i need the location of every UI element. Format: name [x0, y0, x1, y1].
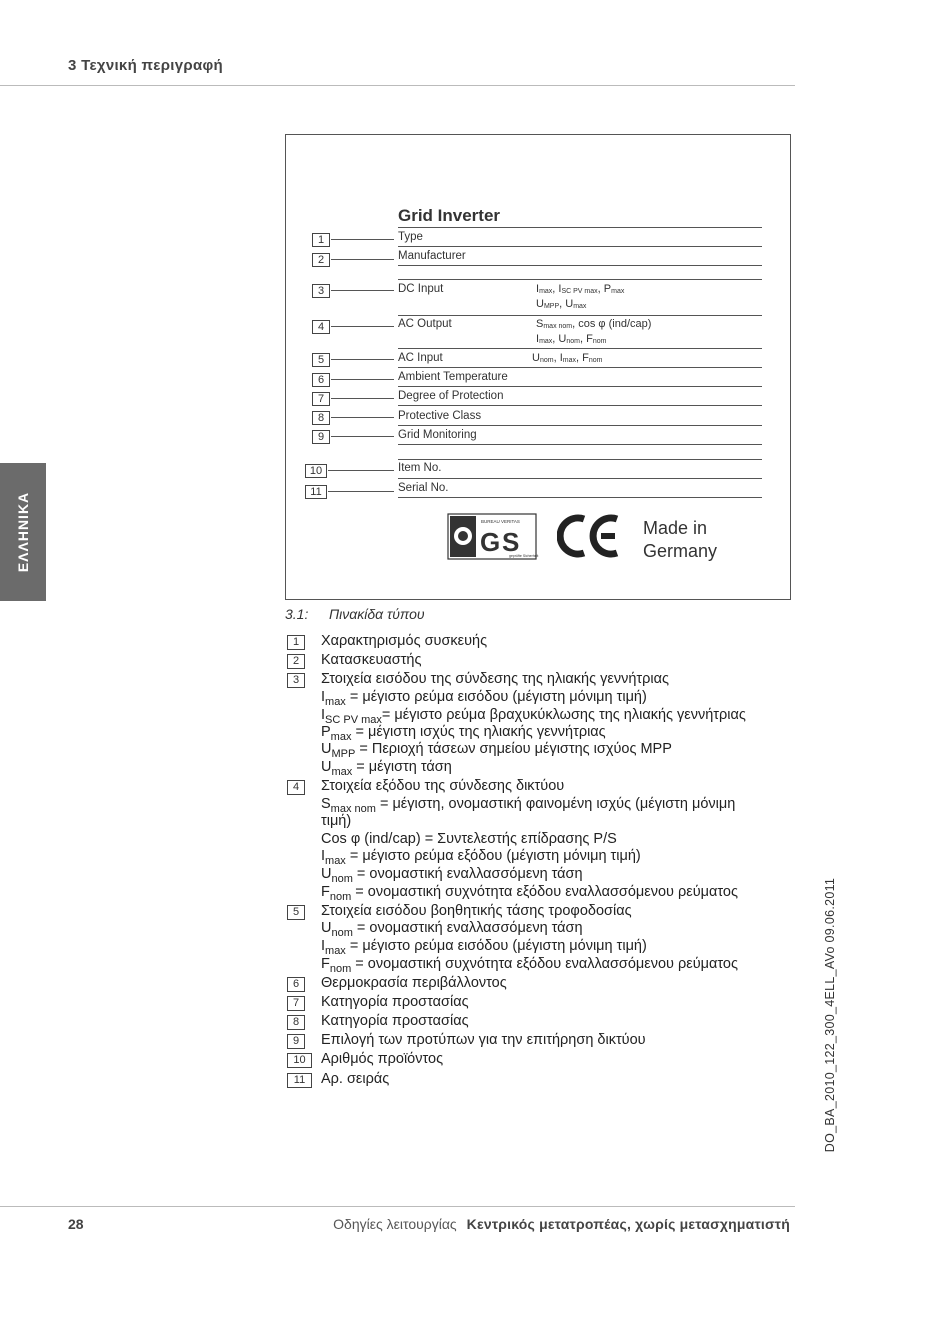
footer-manual: Οδηγίες λειτουργίας	[333, 1216, 457, 1232]
svg-text:G: G	[480, 527, 501, 557]
legend-item: $S_{max nom} = \mu έ\gamma\iota\sigma\tau\eta$, ονομαστική φαινομένη ισχύς (μέγιστη μόνιμη	[321, 796, 736, 815]
plate-field-value: $S_{max nom}$, cos φ (ind/cap)	[536, 318, 652, 330]
plate-callout-5: 5	[312, 353, 330, 367]
language-tab-label: ΕΛΛΗΝΙΚΑ	[15, 491, 31, 573]
footer-title	[333, 1216, 790, 1232]
legend-number-2: 2	[287, 654, 305, 669]
plate-callout-9: 9	[312, 430, 330, 444]
plate-callout-4: 4	[312, 320, 330, 334]
plate-rule	[398, 367, 762, 368]
plate-rule	[398, 478, 762, 479]
plate-callout-3: 3	[312, 284, 330, 298]
legend-item: τιμή)	[321, 813, 352, 829]
plate-field-value: $U_{MPP}$, $U_{max}$	[536, 298, 587, 310]
plate-field-label: Ambient Temperature	[398, 371, 508, 383]
plate-callout-11: 11	[305, 485, 327, 499]
plate-title: Grid Inverter	[398, 206, 501, 225]
plate-rule	[398, 425, 762, 426]
footer-divider	[0, 1206, 795, 1207]
gs-logo-subtext: geprüfte Sicherheit	[509, 554, 539, 558]
page-number: 28	[68, 1216, 84, 1232]
footer-product: Κεντρικός μετατροπέας, χωρίς μετασχηματιστή	[466, 1216, 790, 1232]
plate-rule	[398, 459, 762, 460]
callout-leader	[331, 359, 394, 360]
callout-leader	[331, 436, 394, 437]
running-header: 3 Τεχνική περιγραφή	[68, 57, 224, 74]
gs-logo-bureau-veritas: BUREAU VERITAS	[481, 519, 520, 524]
legend-item: Κατηγορία προστασίας	[321, 1013, 469, 1029]
callout-leader	[331, 239, 394, 240]
language-tab	[0, 463, 46, 601]
legend-item: Στοιχεία εισόδου βοηθητικής τάσης τροφοδοσίας	[321, 903, 632, 919]
plate-callout-2: 2	[312, 253, 330, 267]
plate-callout-6: 6	[312, 373, 330, 387]
plate-callout-1: 1	[312, 233, 330, 247]
plate-rule	[398, 279, 762, 280]
callout-leader	[328, 491, 394, 492]
plate-rule	[398, 348, 762, 349]
plate-callout-8: 8	[312, 411, 330, 425]
plate-field-label: Grid Monitoring	[398, 429, 477, 441]
plate-rule	[398, 227, 762, 228]
plate-field-label: DC Input	[398, 283, 444, 295]
plate-callout-10: 10	[305, 464, 327, 478]
legend-item: $P_{max} = \mu έ\gamma\iota\sigma\tau\eta$ ισχύς της ηλιακής γεννήτριας	[321, 724, 606, 743]
callout-leader	[331, 417, 394, 418]
legend-number-8: 8	[287, 1015, 305, 1030]
legend-item: $U_{max} = \mu έ\gamma\iota\sigma\tau\eta$ τάση	[321, 759, 452, 778]
legend-item: Αριθμός προϊόντος	[321, 1051, 444, 1067]
plate-field-value: $I_{max}$, $I_{SC PV max}$, $P_{max}$	[536, 283, 625, 295]
legend-number-5: 5	[287, 905, 305, 920]
legend-item: $I_{max} = \mu έ\gamma\iota\sigma\tau o$ ρεύμα εισόδου (μέγιστη μόνιμη τιμή)	[321, 689, 647, 708]
plate-field-label: Item No.	[398, 462, 442, 474]
plate-field-label: Degree of Protection	[398, 390, 504, 402]
ce-mark-icon	[557, 513, 623, 559]
callout-leader	[328, 470, 394, 471]
legend-item: $I_{max} = \mu έ\gamma\iota\sigma\tau o$ ρεύμα εξόδου (μέγιστη μόνιμη τιμή)	[321, 848, 641, 867]
figure-title: Πινακίδα τύπου	[329, 606, 425, 622]
legend-item: Επιλογή των προτύπων για την επιτήρηση δικτύου	[321, 1032, 646, 1048]
legend-item: $F_{nom} = o\nu o\mu\alpha\sigma\tau\iota\kappa ή$ συχνότητα εξόδου εναλλασσόμενου ρεύματος	[321, 956, 738, 975]
plate-rule	[398, 444, 762, 445]
legend-number-10: 10	[287, 1053, 312, 1068]
legend-item: $I_{SC PV max}= \mu έ\gamma\iota\sigma\tau o$ ρεύμα βραχυκύκλωσης της ηλιακής γεννήτριας	[321, 707, 746, 726]
legend-item: Χαρακτηρισμός συσκευής	[321, 633, 488, 649]
callout-leader	[331, 379, 394, 380]
legend-item: $I_{max} = \mu έ\gamma\iota\sigma\tau o$ ρεύμα εισόδου (μέγιστη μόνιμη τιμή)	[321, 938, 647, 957]
legend-number-3: 3	[287, 673, 305, 688]
legend-item: $F_{nom} = o\nu o\mu\alpha\sigma\tau\iota\kappa ή$ συχνότητα εξόδου εναλλασσόμενου ρεύματος	[321, 884, 738, 903]
plate-field-label: Serial No.	[398, 482, 449, 494]
document-id: DO_BA_2010_122_300_4ELL_AVo 09.06.2011	[823, 877, 837, 1153]
legend-number-9: 9	[287, 1034, 305, 1049]
legend-item: $U_{nom} = o\nu o\mu\alpha\sigma\tau\iota\kappa ή$ εναλλασσόμενη τάση	[321, 866, 583, 885]
callout-leader	[331, 398, 394, 399]
legend-item: Αρ. σειράς	[321, 1071, 390, 1087]
plate-callout-7: 7	[312, 392, 330, 406]
legend-item: Κατηγορία προστασίας	[321, 994, 469, 1010]
plate-rule	[398, 265, 762, 266]
plate-rule	[398, 497, 762, 498]
callout-leader	[331, 290, 394, 291]
callout-leader	[331, 326, 394, 327]
legend-number-11: 11	[287, 1073, 312, 1088]
legend-item: Θερμοκρασία περιβάλλοντος	[321, 975, 507, 991]
figure-number: 3.1:	[285, 606, 309, 622]
plate-field-value: $I_{max}$, $U_{nom}$, $F_{nom}$	[536, 333, 607, 345]
legend-number-6: 6	[287, 977, 305, 992]
legend-number-4: 4	[287, 780, 305, 795]
plate-field-label: Protective Class	[398, 410, 482, 422]
legend-number-7: 7	[287, 996, 305, 1011]
header-divider	[0, 85, 795, 86]
legend-item: $U_{MPP} = \Pi\varepsilon\rho\iota o\chi ή$ τάσεων σημείου μέγιστης ισχύος MPP	[321, 741, 672, 760]
plate-field-label: AC Output	[398, 318, 452, 330]
svg-text:S: S	[502, 527, 520, 557]
figure-caption	[285, 606, 425, 622]
legend-item: $U_{nom} = o\nu o\mu\alpha\sigma\tau\iota\kappa ή$ εναλλασσόμενη τάση	[321, 920, 583, 939]
callout-leader	[331, 259, 394, 260]
legend-item: Cos φ (ind/cap) = Συντελεστής επίδρασης P/S	[321, 831, 617, 847]
plate-field-value: $U_{nom}$, $I_{max}$, $F_{nom}$	[532, 352, 603, 364]
made-in-germany: Made in Germany	[643, 518, 718, 561]
plate-field-label: Manufacturer	[398, 250, 466, 262]
legend-item: Κατασκευαστής	[321, 652, 422, 668]
plate-rule	[398, 386, 762, 387]
gs-certification-logo	[447, 513, 539, 561]
plate-rule	[398, 315, 762, 316]
legend-item: Στοιχεία εισόδου της σύνδεσης της ηλιακής γεννήτριας	[321, 671, 669, 687]
plate-rule	[398, 246, 762, 247]
plate-rule	[398, 405, 762, 406]
legend-item: Στοιχεία εξόδου της σύνδεσης δικτύου	[321, 778, 565, 794]
plate-field-label: AC Input	[398, 352, 443, 364]
legend-number-1: 1	[287, 635, 305, 650]
plate-field-label: Type	[398, 231, 423, 243]
